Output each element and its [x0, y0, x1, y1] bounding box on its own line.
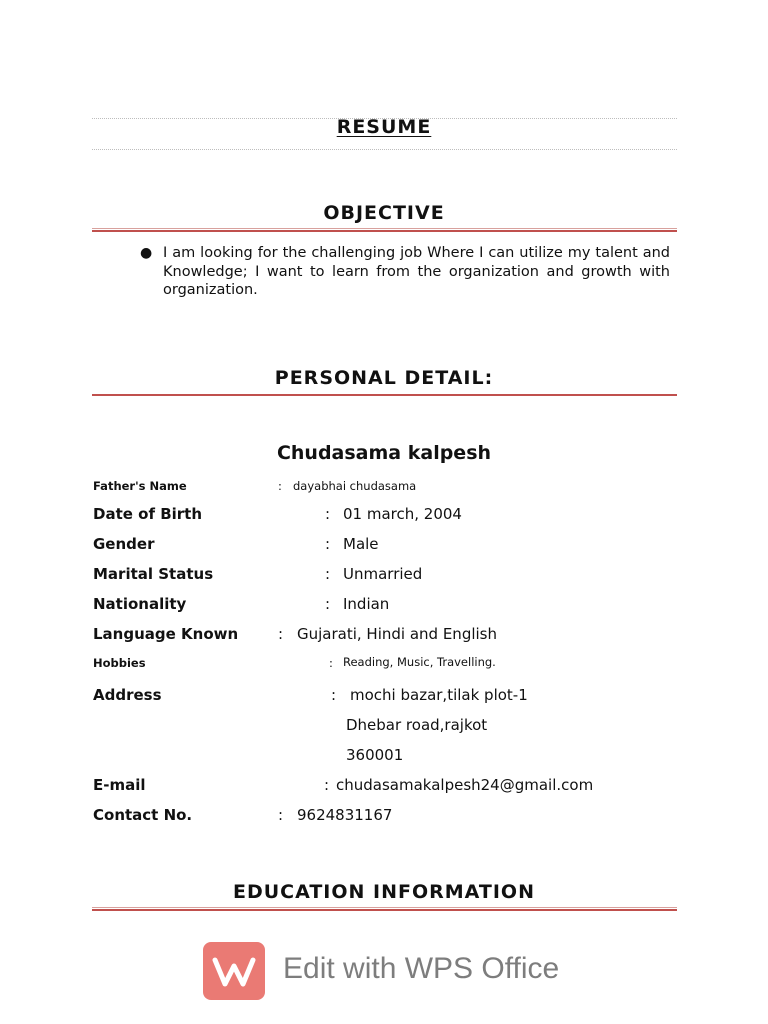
wps-logo[interactable]	[203, 942, 265, 1000]
objective-text: I am looking for the challenging job Where I can utilize my talent and Knowledge; I want to learn from the organization and growth with organization.	[163, 245, 670, 298]
separator: :	[278, 625, 284, 643]
dob-value: 01 march, 2004	[343, 505, 462, 523]
page-title: RESUME	[336, 116, 432, 138]
separator: :	[278, 806, 284, 824]
hobbies-value: Reading, Music, Travelling.	[343, 655, 496, 669]
section-rule	[92, 907, 677, 911]
nationality-value: Indian	[343, 595, 390, 613]
nationality-label: Nationality	[93, 595, 187, 613]
contact-value: 9624831167	[297, 806, 393, 824]
gender-value: Male	[343, 535, 379, 553]
separator: :	[325, 595, 331, 613]
section-rule	[92, 228, 677, 232]
candidate-name: Chudasama kalpesh	[276, 442, 492, 464]
separator: :	[324, 776, 330, 794]
education-heading: EDUCATION INFORMATION	[232, 881, 535, 903]
bullet-icon: ●	[140, 245, 153, 261]
dob-label: Date of Birth	[93, 505, 203, 523]
contact-label: Contact No.	[93, 806, 193, 824]
personal-detail-heading: PERSONAL DETAIL:	[274, 367, 494, 389]
wps-edit-link[interactable]: Edit with WPS Office	[283, 952, 560, 985]
separator: :	[325, 565, 331, 583]
address-line-3: 360001	[346, 746, 404, 764]
marital-status-value: Unmarried	[343, 565, 423, 583]
separator: :	[278, 479, 282, 493]
language-value: Gujarati, Hindi and English	[297, 625, 497, 643]
email-label: E-mail	[93, 776, 146, 794]
section-rule	[92, 394, 677, 396]
marital-status-label: Marital Status	[93, 565, 214, 583]
gender-label: Gender	[93, 535, 155, 553]
address-line-1: mochi bazar,tilak plot-1	[350, 686, 528, 704]
language-label: Language Known	[93, 625, 239, 643]
address-line-2: Dhebar road,rajkot	[346, 716, 488, 734]
objective-item	[140, 244, 670, 300]
objective-list	[140, 244, 670, 300]
hobbies-label: Hobbies	[93, 656, 146, 670]
separator: :	[325, 535, 331, 553]
separator: :	[325, 505, 331, 523]
address-label: Address	[93, 686, 162, 704]
fathers-name-label: Father's Name	[93, 479, 187, 493]
separator: :	[329, 656, 333, 670]
email-value: chudasamakalpesh24@gmail.com	[336, 776, 594, 794]
divider	[92, 149, 677, 150]
wps-w-icon	[203, 942, 265, 1000]
fathers-name-value: dayabhai chudasama	[293, 479, 417, 493]
separator: :	[331, 686, 337, 704]
objective-heading: OBJECTIVE	[323, 202, 445, 224]
